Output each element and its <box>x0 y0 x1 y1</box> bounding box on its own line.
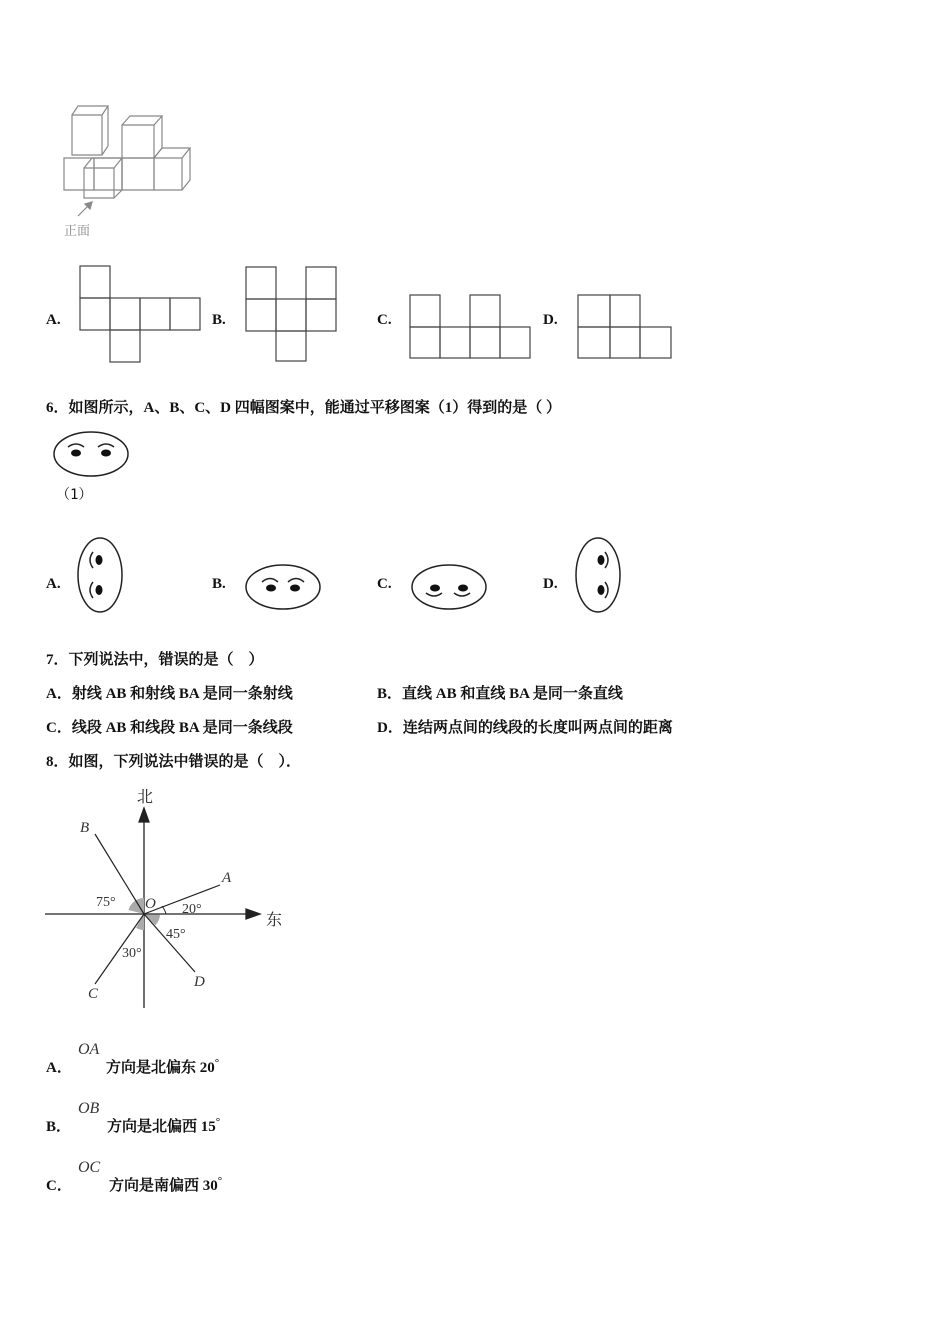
q8-angle-a: 20° <box>182 902 202 917</box>
q8-option-a-degree: ° <box>214 1057 220 1069</box>
q8-option-b-body: 方向是北偏西 15 <box>107 1119 216 1135</box>
q8-option-b-ray: OB <box>78 1100 100 1117</box>
q8-option-b-degree: ° <box>215 1116 221 1128</box>
q7-option-c[interactable] <box>46 716 293 737</box>
q8-option-b-letter[interactable]: B． <box>46 1119 72 1135</box>
q5-option-c-letter[interactable]: C. <box>377 312 392 328</box>
q8-angle-d: 45° <box>166 927 186 942</box>
q8-option-c-degree: ° <box>217 1175 223 1187</box>
q8-east-label: 东 <box>266 910 283 929</box>
q6-figure-face <box>52 430 132 480</box>
q5-option-b-shape[interactable] <box>244 265 344 365</box>
q6-option-d-face[interactable] <box>574 536 624 616</box>
q8-option-c-text[interactable] <box>109 1174 222 1195</box>
q5-option-d-letter[interactable]: D. <box>543 312 558 328</box>
q7-stem: 7．下列说法中，错误的是（ ） <box>46 652 264 668</box>
q8-angle-b: 75° <box>96 895 116 910</box>
q7-option-b-letter: B． <box>377 686 403 702</box>
q5-option-d-shape[interactable] <box>576 293 676 363</box>
q6-option-b-letter[interactable]: B. <box>212 576 226 592</box>
q8-point-b: B <box>80 820 90 836</box>
q6-option-b-face[interactable] <box>244 563 324 613</box>
q6-stem: 6．如图所示，A、B、C、D 四幅图案中，能通过平移图案（1）得到的是（ ） <box>46 400 562 416</box>
q8-option-a-text[interactable] <box>106 1056 219 1077</box>
q6-option-d-letter[interactable]: D. <box>543 576 558 592</box>
q8-option-c-letter[interactable]: C． <box>46 1178 72 1194</box>
q8-point-o: O <box>145 896 156 912</box>
q7-option-d-text: 连结两点间的线段的长度叫两点间的距离 <box>402 720 673 736</box>
q6-option-a-face[interactable] <box>76 536 126 616</box>
q8-direction-diagram <box>40 782 300 1012</box>
q6-option-a-letter[interactable]: A. <box>46 576 61 592</box>
q8-point-d: D <box>194 974 205 990</box>
q8-option-b-text[interactable] <box>107 1115 220 1136</box>
q5-option-b-letter[interactable]: B. <box>212 312 226 328</box>
q5-option-c-shape[interactable] <box>408 293 538 363</box>
q8-option-a-letter[interactable]: A． <box>46 1060 72 1076</box>
q8-point-a: A <box>222 870 232 886</box>
q5-option-a-shape[interactable] <box>78 265 208 365</box>
q7-option-a[interactable] <box>46 682 293 703</box>
q8-option-c-ray: OC <box>78 1159 101 1176</box>
q6-option-c-face[interactable] <box>410 563 490 613</box>
q8-point-c: C <box>88 986 99 1002</box>
q8-option-c-body: 方向是南偏西 30 <box>109 1178 218 1194</box>
cube-stack-figure <box>58 100 198 240</box>
q6-option-c-letter[interactable]: C. <box>377 576 392 592</box>
q7-option-d[interactable] <box>377 716 673 737</box>
q7-option-b[interactable] <box>377 682 623 703</box>
q8-angle-c: 30° <box>122 946 142 961</box>
q8-north-label: 北 <box>137 787 154 806</box>
q6-figure-label: （1） <box>56 487 93 503</box>
q7-option-c-text: 线段 AB 和线段 BA 是同一条线段 <box>71 720 293 736</box>
q7-option-d-letter: D． <box>377 720 403 736</box>
q8-option-a-body: 方向是北偏东 20 <box>106 1060 215 1076</box>
front-view-label: 正面 <box>64 224 91 239</box>
q5-option-a-letter[interactable]: A. <box>46 312 61 328</box>
q8-option-a-ray: OA <box>78 1041 100 1058</box>
q7-option-c-letter: C． <box>46 720 72 736</box>
q7-option-b-text: 直线 AB 和直线 BA 是同一条直线 <box>402 686 623 702</box>
q7-option-a-letter: A． <box>46 686 72 702</box>
q7-option-a-text: 射线 AB 和射线 BA 是同一条射线 <box>71 686 293 702</box>
q8-stem: 8．如图，下列说法中错误的是（ ）． <box>46 754 302 770</box>
